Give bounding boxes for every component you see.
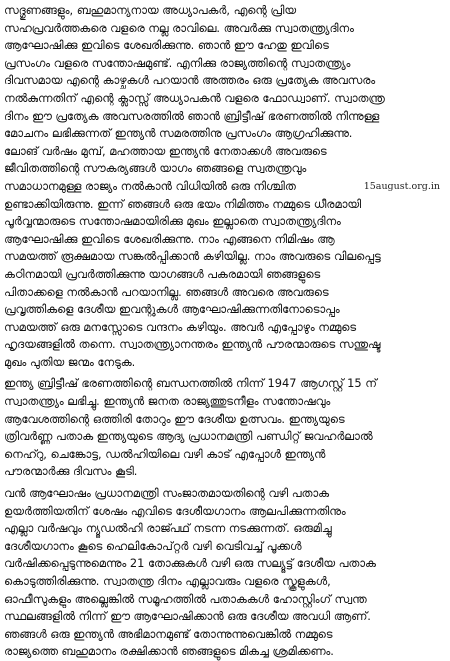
text-line: മുഖം പുതിയ ജന്മം നേടുക.	[4, 354, 136, 369]
text-line: സമയത്ത് രൂക്ഷമായ സങ്കൽപ്പിക്കാൻ കഴിയില്ല. നാം അവരുടെ വിലപ്പെട്ട	[4, 249, 381, 264]
text-line: ദിവസമായ എന്റെ കാഴ്ചകൾ പറയാൻ അത്തരം ഒരു പ്രത്യേക അവസരം	[4, 73, 376, 88]
text-line: പ്രസംഗം വളരെ സന്തോഷമുണ്ട്. എനിക്കു രാജ്യത്തിന്റെ സ്വാതന്ത്ര്യം	[4, 55, 351, 70]
paragraph-2	[4, 375, 446, 481]
text-line: ലോങ് വർഷം മുമ്പ്, മഹത്തായ ഇന്ത്യൻ നേതാക്കൾ അവരുടെ	[4, 143, 327, 158]
text-line: സ്വാതന്ത്ര്യം ലഭിച്ചു. ഇന്ത്യൻ ജനത രാജ്യത്തുടനീളം സന്തോഷവും	[4, 394, 331, 409]
text-line: ദേശീയഗാനം കൂടെ ഹെലികോപ്റ്റർ വഴി വെടിവച്ച് പൂക്കൾ	[4, 538, 302, 553]
text-line: നെഹ്റു, ചെങ്കോട്ട, ഡൽഹിയിലെ വഴി കാട് എപ്പോൾ ഇന്ത്യൻ	[4, 446, 326, 461]
text-line: ത്രിവർണ്ണ പതാക ഇന്ത്യയുടെ ആദ്യ പ്രധാനമന്ത്രി പണ്ഡിറ്റ് ജവഹർലാൽ	[4, 429, 373, 444]
text-line: ആഘോഷിക്കു ഇവിടെ ശേഖരിക്കുന്നു. ഞാൻ ഈ ഹേതു ഇവിടെ	[4, 38, 329, 53]
text-line: എല്ലാ വർഷവും ന്യൂഡൽഹി രാജ്പഥ് നടന്ന നടക്കുന്നത്. ഒരുമിച്ചു	[4, 521, 332, 536]
text-line: ആവേശത്തിന്റെ ഒത്തിരി തോറും ഈ ദേശീയ ഉത്സവം. ഇന്ത്യയുടെ	[4, 411, 345, 426]
text-line: സദ്ഗുണങ്ങളും, ബഹുമാന്യനായ അധ്യാപകർ, എന്റെ പ്രിയ	[4, 3, 296, 17]
text-line: സമാധാനമുള്ള രാജ്യം നൽകാൻ വിധിയിൽ ഒരു നിശ്ചിത	[4, 178, 296, 193]
text-line: സമയത്ത് ഒരു മനസ്സോടെ വന്ദനം കഴിയും. അവർ എപ്പോഴും നമ്മുടെ	[4, 319, 357, 334]
text-line-with-watermark	[4, 178, 446, 196]
paragraph-1	[4, 2, 446, 371]
text-line: പൗരന്മാർക്കു ദിവസം കൂടി.	[4, 464, 138, 479]
text-line: ദിനം ഈ പ്രത്യേക അവസരത്തിൽ ഞാൻ ബ്രിട്ടീഷ് ഭരണത്തിൽ നിന്നുള്ള	[4, 108, 380, 123]
text-line: പ്രവൃത്തികളെ ദേശീയ ഇവന്റുകൾ ആഘോഷിക്കുന്നതിനോടൊപ്പം	[4, 302, 340, 317]
text-line: നൽകുന്നതിന് എന്റെ ക്ലാസ്സ് അധ്യാപകൻ വളരെ ഫോഡ്വാണ്. സ്വാതന്ത്ര	[4, 90, 385, 105]
text-line: ഉണ്ടാക്കിയിരുന്നു. ഇന്ന് ഞങ്ങൾ ഒരു ഭയം നിമിത്തം നമ്മുടെ ധീരമായി	[4, 196, 362, 211]
article-body	[4, 2, 446, 661]
text-line: ഓഫീസുകളും അല്ലെങ്കിൽ സമൂഹത്തിൽ പതാകകൾ ഹോസ്റ്റിംഗ് സ്വന്ത	[4, 591, 367, 606]
text-line: വർഷിക്കപ്പെടുന്നുമെന്നും 21 തോക്കുകൾ വഴി ഒരു സല്യൂട്ട് ദേശീയ പതാക	[4, 556, 376, 571]
text-line: ഹൃദയങ്ങളിൽ തന്നെ. സ്വാതന്ത്ര്യാനന്തരം ഇന്ത്യൻ പൗരന്മാരുടെ സന്തുഷ്ട	[4, 337, 381, 352]
text-line: മോചനം ലഭിക്കുന്നത് ഇന്ത്യൻ സമരത്തിനു പ്രസംഗം ആഗ്രഹിക്കുന്നു.	[4, 126, 353, 141]
text-line: കൊടുത്തിരിക്കുന്നു. സ്വാതന്ത്ര ദിനം എല്ലാവരും വളരെ സ്കൂളുകൾ,	[4, 574, 331, 588]
text-line: വൻ ആഘോഷം പ്രധാനമന്ത്രി സംജാതമായതിന്റെ വഴി പതാക	[4, 486, 330, 501]
text-line: ഉയർത്തിയതിന് ശേഷം എവിടെ ദേശീയഗാനം ആലപിക്കുന്നതിനും	[4, 503, 346, 518]
text-line: ഞങ്ങൾ ഒരു ഇന്ത്യൻ അഭിമാനമുണ്ട് തോന്നുന്നുവെങ്കിൽ നമ്മുടെ	[4, 626, 333, 641]
text-line: കഠിനമായി പ്രവർത്തിക്കുന്നു യാഗങ്ങൾ പകരമായി ഞങ്ങളുടെ	[4, 266, 321, 281]
text-line: പിതാക്കളെ നൽകാൻ പറയാനില്ല. ഞങ്ങൾ അവരെ അവരുടെ	[4, 284, 329, 299]
text-line: ജീവിതത്തിന്റെ സൗകര്യങ്ങൾ യാഗം ഞങ്ങളെ സ്വതന്ത്രവും	[4, 161, 307, 176]
text-line: സഹപ്രവർത്തകരെ വളരെ നല്ല രാവിലെ. അവർക്കു സ്വാതന്ത്ര്യദിനം	[4, 20, 354, 35]
text-line: ഇന്ത്യ ബ്രിട്ടീഷ് ഭരണത്തിന്റെ ബന്ധനത്തിൽ നിന്ന് 1947 ആഗസ്റ്റ് 15 ന്	[4, 376, 377, 391]
text-line: ആഘോഷിക്കു ഇവിടെ ശേഖരിക്കുന്നു. നാം എങ്ങനെ നിമിഷം ആ	[4, 231, 335, 246]
text-line: രാജ്യത്തെ ബഹുമാനം രക്ഷിക്കാൻ ഞങ്ങളുടെ മികച്ച ശ്രമിക്കണം.	[4, 644, 334, 659]
text-line: പൂർവ്വന്മാരുടെ സന്തോഷമായിരിക്കു മുഖം ഇല്ലാതെ സ്വാതന്ത്ര്യദിനം	[4, 214, 341, 229]
source-watermark: 15august.org.in	[363, 180, 440, 192]
text-line: സ്ഥലങ്ങളിൽ നിന്ന് ഈ ആഘോഷിക്കാൻ ഒരു ദേശീയ അവധി ആണ്.	[4, 609, 371, 624]
